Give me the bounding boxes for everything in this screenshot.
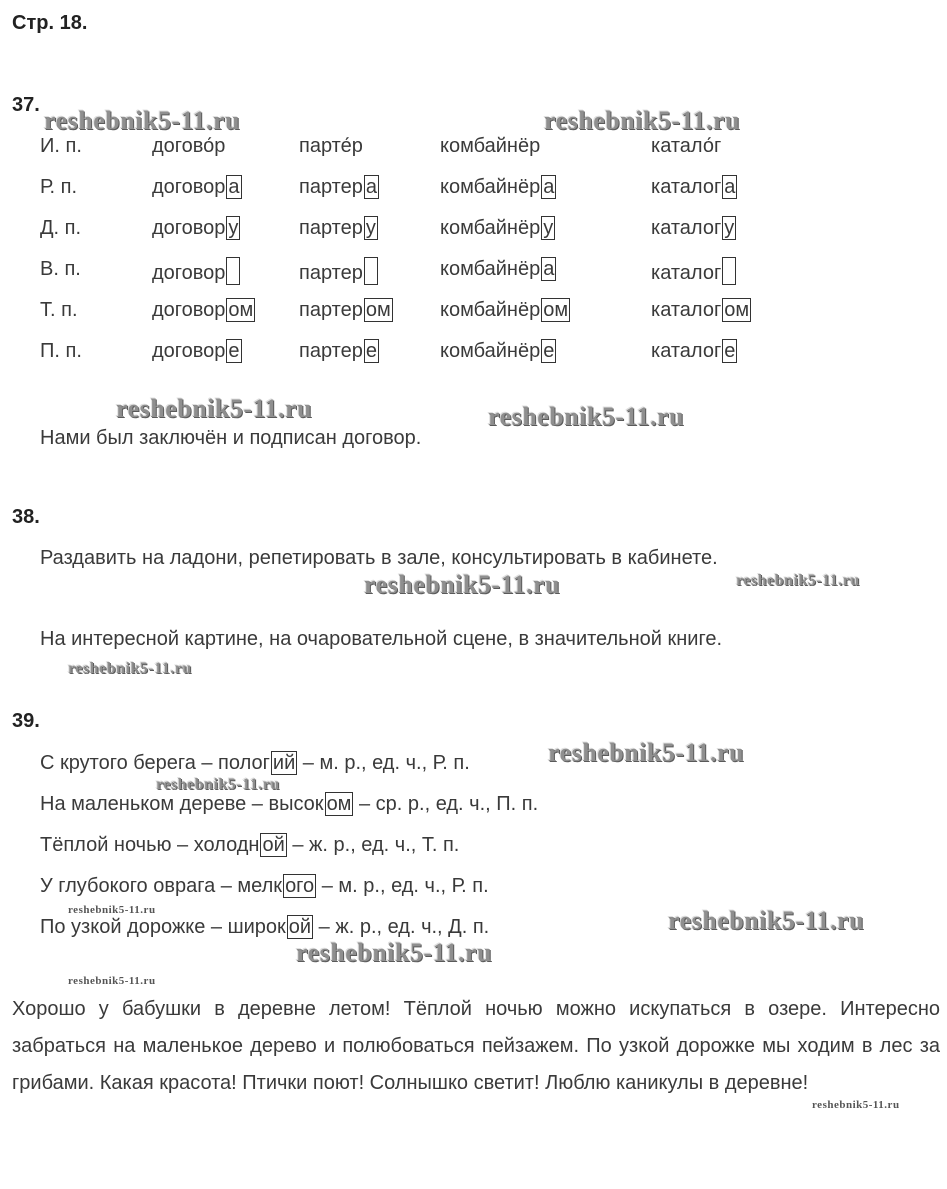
- watermark: reshebnik5-11.ru: [116, 394, 313, 423]
- word-stem: договор: [152, 262, 226, 284]
- word-stem: катало́г: [651, 135, 722, 157]
- declined-word: [651, 339, 737, 363]
- adjective-ending: ий: [272, 752, 296, 774]
- adjective-line: [40, 792, 538, 816]
- word-stem: каталог: [651, 262, 722, 284]
- declined-word: [152, 134, 225, 158]
- declined-word: [152, 175, 242, 199]
- declined-word: [651, 298, 751, 322]
- declined-word: [152, 216, 240, 240]
- adjective-line: [40, 833, 459, 857]
- grammar-info: – м. р., ед. ч., Р. п.: [297, 752, 470, 774]
- word-stem: партер: [299, 176, 363, 198]
- phrase: С крутого берега – полог: [40, 752, 270, 774]
- word-stem: комбайнёр: [440, 340, 541, 362]
- case-label: Р. п.: [40, 176, 78, 198]
- declined-word: [299, 257, 378, 285]
- adjective-line: [40, 915, 489, 939]
- declined-word: [299, 298, 393, 322]
- declined-word: [299, 134, 363, 158]
- word-stem: партер: [299, 217, 363, 239]
- phrase: По узкой дорожке – широк: [40, 916, 286, 938]
- case-label: Т. п.: [40, 299, 78, 321]
- watermark: reshebnik5-11.ru: [544, 106, 741, 135]
- declined-word: [651, 134, 721, 158]
- case-label: В. п.: [40, 258, 81, 280]
- declined-word: [299, 339, 379, 363]
- word-ending: ом: [228, 299, 254, 321]
- word-ending: у: [724, 217, 735, 239]
- word-stem: комбайнёр: [440, 135, 541, 157]
- word-ending: ом: [543, 299, 569, 321]
- word-stem: комбайнёр: [440, 176, 541, 198]
- adjective-line: [40, 751, 470, 775]
- watermark: reshebnik5-11.ru: [548, 738, 745, 767]
- word-ending: е: [543, 340, 555, 362]
- word-stem: каталог: [651, 340, 722, 362]
- case-label: И. п.: [40, 135, 82, 157]
- adjective-ending: ой: [288, 916, 312, 938]
- watermark: reshebnik5-11.ru: [68, 660, 192, 677]
- declined-word: [152, 257, 240, 285]
- word-ending: [364, 257, 378, 285]
- page-number: Стр. 18.: [12, 12, 88, 34]
- exercise-39-number: 39.: [12, 710, 40, 732]
- exercise-38-number: 38.: [12, 506, 40, 528]
- word-ending: е: [724, 340, 736, 362]
- word-ending: у: [543, 217, 554, 239]
- word-stem: договор: [152, 299, 226, 321]
- adjective-ending: ой: [262, 834, 285, 856]
- declined-word: [651, 257, 736, 285]
- watermark: reshebnik5-11.ru: [668, 906, 865, 935]
- watermark: reshebnik5-11.ru: [488, 402, 685, 431]
- word-ending: а: [543, 258, 555, 280]
- exercise-39-text: Хорошо у бабушки в деревне летом! Тёплой ночью можно искупаться в озере. Интересно забраться на маленькое дерево и полюбоваться пейзажем. По узкой дорожке мы ходим в лес за грибами. Какая красота! Птички поют! Солнышко светит! Люблю каникулы в деревне!: [12, 998, 940, 1094]
- adjective-ending: ом: [326, 793, 352, 815]
- word-ending: а: [228, 176, 240, 198]
- declined-word: [651, 216, 736, 240]
- case-label: Д. п.: [40, 217, 82, 239]
- grammar-info: – ср. р., ед. ч., П. п.: [353, 793, 539, 815]
- declined-word: [440, 216, 555, 240]
- word-ending: у: [365, 217, 376, 239]
- word-stem: каталог: [651, 176, 722, 198]
- watermark: reshebnik5-11.ru: [44, 106, 241, 135]
- word-stem: догово́р: [152, 135, 226, 157]
- word-stem: каталог: [651, 299, 722, 321]
- adjective-line: [40, 874, 489, 898]
- phrase: На маленьком дереве – высок: [40, 793, 324, 815]
- word-stem: договор: [152, 340, 226, 362]
- word-ending: [226, 257, 240, 285]
- declined-word: [440, 134, 540, 158]
- watermark: reshebnik5-11.ru: [736, 572, 860, 589]
- watermark: reshebnik5-11.ru: [364, 570, 561, 599]
- declined-word: [651, 175, 737, 199]
- word-ending: ом: [724, 299, 750, 321]
- word-ending: е: [228, 340, 240, 362]
- word-stem: комбайнёр: [440, 299, 541, 321]
- word-stem: партер: [299, 340, 363, 362]
- watermark: reshebnik5-11.ru: [68, 904, 156, 916]
- grammar-info: – ж. р., ед. ч., Д. п.: [313, 916, 490, 938]
- watermark: reshebnik5-11.ru: [812, 1099, 900, 1111]
- word-stem: договор: [152, 176, 226, 198]
- word-stem: комбайнёр: [440, 217, 541, 239]
- watermark: reshebnik5-11.ru: [296, 938, 493, 967]
- word-stem: парте́р: [299, 135, 363, 157]
- word-stem: договор: [152, 217, 226, 239]
- declined-word: [440, 175, 556, 199]
- declined-word: [440, 298, 570, 322]
- grammar-info: – ж. р., ед. ч., Т. п.: [286, 834, 460, 856]
- word-stem: каталог: [651, 217, 722, 239]
- watermark: reshebnik5-11.ru: [156, 776, 280, 793]
- phrase: Тёплой ночью – холодн: [40, 834, 260, 856]
- word-ending: е: [365, 340, 377, 362]
- exercise-37-number: 37.: [12, 94, 40, 116]
- phrase: У глубокого оврага – мелк: [40, 875, 283, 897]
- exercise-37-sentence: Нами был заключён и подписан договор.: [40, 427, 422, 449]
- grammar-info: – м. р., ед. ч., Р. п.: [316, 875, 489, 897]
- exercise-38-line-2: На интересной картине, на очаровательной сцене, в значительной книге.: [40, 628, 723, 650]
- word-ending: ом: [365, 299, 391, 321]
- declined-word: [299, 216, 378, 240]
- declined-word: [152, 298, 255, 322]
- word-ending: [722, 257, 736, 285]
- adjective-ending: ого: [285, 875, 315, 897]
- exercise-38-line-1: Раздавить на ладони, репетировать в зале, консультировать в кабинете.: [40, 547, 718, 569]
- word-stem: партер: [299, 299, 363, 321]
- declined-word: [440, 257, 556, 281]
- case-label: П. п.: [40, 340, 82, 362]
- word-ending: а: [365, 176, 377, 198]
- watermark: reshebnik5-11.ru: [68, 975, 156, 987]
- word-ending: а: [543, 176, 555, 198]
- declined-word: [299, 175, 379, 199]
- word-stem: партер: [299, 262, 363, 284]
- declined-word: [440, 339, 556, 363]
- declined-word: [152, 339, 242, 363]
- word-ending: а: [724, 176, 736, 198]
- word-stem: комбайнёр: [440, 258, 541, 280]
- word-ending: у: [228, 217, 239, 239]
